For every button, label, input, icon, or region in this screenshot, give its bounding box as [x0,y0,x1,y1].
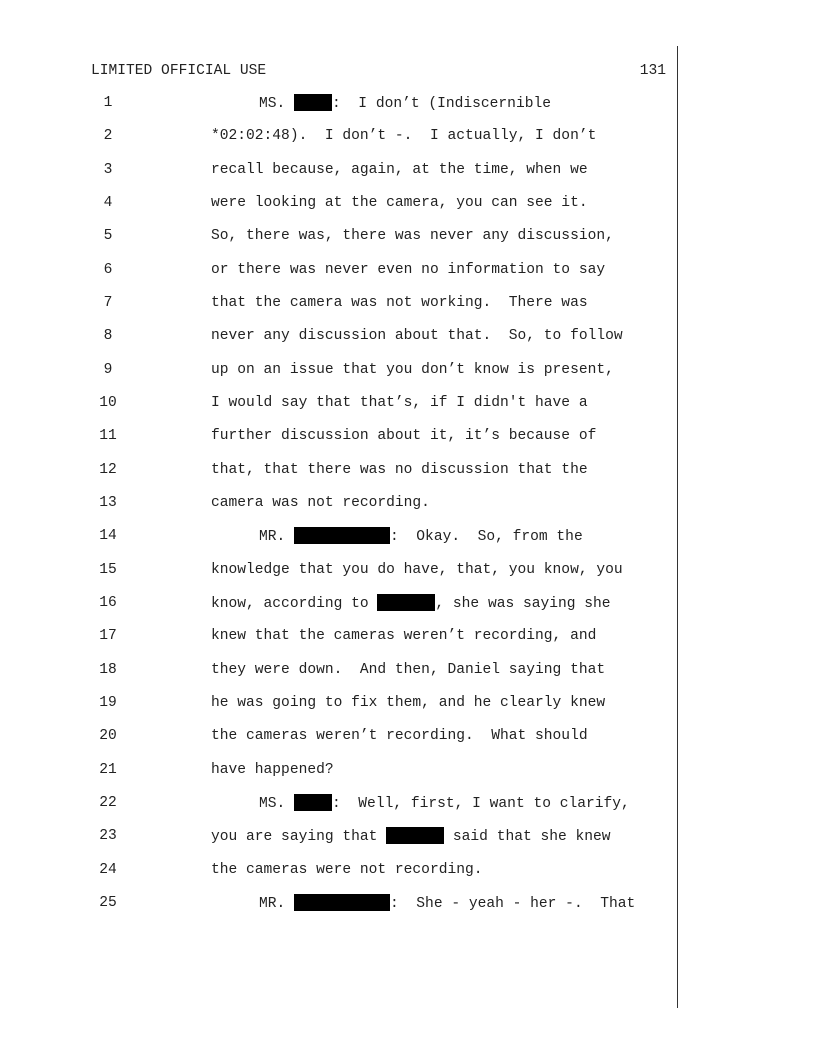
transcript-line [0,561,677,594]
line-text [211,694,605,712]
line-number: 6 [103,261,113,278]
line-number: 21 [99,761,117,778]
line-number: 25 [99,894,117,911]
line-text [211,261,605,279]
text-segment: , she was saying she [435,595,611,612]
line-text [211,394,588,412]
line-number: 2 [103,128,113,145]
line-number: 5 [103,228,113,245]
line-text [211,327,623,345]
line-text [211,761,334,779]
text-segment: he was going to fix them, and he clearly knew [211,694,606,711]
redaction-box [294,94,332,111]
text-segment: never any discussion about that. So, to follow [211,328,623,345]
transcript-line [0,494,677,527]
line-number: 15 [99,561,117,578]
transcript-line [0,861,677,894]
text-segment: : Okay. So, from the [390,529,583,546]
transcript-line [0,427,677,460]
text-segment: : She - yeah - her -. That [390,895,636,912]
text-segment: *02:02:48). I don’t -. I actually, I don’t [211,128,597,145]
line-number: 7 [103,294,113,311]
text-segment: I would say that that’s, if I didn't have a [211,394,588,411]
text-segment: up on an issue that you don’t know is present, [211,361,614,378]
line-number: 9 [103,361,113,378]
text-segment: they were down. And then, Daniel saying that [211,661,606,678]
line-number: 8 [103,328,113,345]
transcript-line [0,194,677,227]
line-number: 12 [99,461,117,478]
line-number: 22 [99,794,117,811]
transcript-line [0,327,677,360]
classification-header: LIMITED OFFICIAL USE [91,63,267,79]
line-number: 10 [99,394,117,411]
text-segment: : I don’t (Indiscernible [332,96,551,112]
line-text [211,361,614,379]
transcript-line [0,527,677,560]
transcript-line [0,661,677,694]
line-number: 11 [99,428,117,445]
transcript-line [0,827,677,860]
text-segment: So, there was, there was never any discussion, [211,228,614,245]
text-segment: that the camera was not working. There was [211,294,588,311]
line-text [211,827,611,846]
text-segment: know, according to [211,595,378,612]
transcript-line [0,94,677,127]
transcript-line [0,461,677,494]
transcript-line [0,361,677,394]
transcript-line [0,161,677,194]
text-segment: knowledge that you do have, that, you know, you [211,561,623,578]
right-margin-rule [677,46,678,1008]
line-number: 13 [99,494,117,511]
line-number: 14 [99,528,117,545]
text-segment: camera was not recording. [211,494,430,511]
text-segment: have happened? [211,761,334,778]
transcript-line [0,127,677,160]
page-number: 131 [639,63,666,79]
line-text [211,294,588,312]
redaction-box [386,827,444,844]
text-segment: that, that there was no discussion that the [211,461,588,478]
transcript-line [0,261,677,294]
redaction-box [294,894,390,911]
redaction-box [294,794,332,811]
transcript-line [0,594,677,627]
text-segment: further discussion about it, it’s because of [211,428,597,445]
transcript-line [0,761,677,794]
line-text [211,861,483,879]
text-segment: you are saying that [211,829,387,846]
line-text [259,527,583,546]
line-number: 24 [99,861,117,878]
transcript-line [0,294,677,327]
line-text [259,794,630,813]
text-segment: MS. [259,96,295,112]
text-segment: or there was never even no information to say [211,261,606,278]
line-text [211,194,588,212]
line-number: 4 [103,194,113,211]
line-text [211,561,623,579]
line-number: 18 [99,661,117,678]
line-number: 20 [99,728,117,745]
line-text [211,627,596,645]
redaction-box [377,594,435,611]
line-number: 19 [99,694,117,711]
line-text [211,227,614,245]
transcript-line [0,894,677,927]
text-segment: the cameras were not recording. [211,861,483,878]
text-segment: knew that the cameras weren’t recording, and [211,628,597,645]
line-text [211,594,611,613]
line-text [259,94,551,113]
transcript-line [0,394,677,427]
text-segment: were looking at the camera, you can see it. [211,194,588,211]
transcript-line [0,227,677,260]
line-text [211,727,588,745]
line-text [259,894,635,913]
line-number: 16 [99,594,117,611]
redaction-box [294,527,390,544]
line-text [211,494,430,512]
line-text [211,127,596,145]
line-text [211,161,588,179]
text-segment: said that she knew [444,829,611,846]
text-segment: MR. [259,529,295,546]
transcript-line [0,794,677,827]
line-number: 1 [103,95,113,111]
text-segment: MS. [259,795,295,812]
text-segment: recall because, again, at the time, when we [211,161,588,178]
line-number: 17 [99,628,117,645]
transcript-line [0,727,677,760]
transcript-body [0,94,677,927]
line-number: 3 [103,161,113,178]
text-segment: : Well, first, I want to clarify, [332,795,630,812]
line-text [211,461,588,479]
transcript-line [0,627,677,660]
line-number: 23 [99,828,117,845]
transcript-line [0,694,677,727]
text-segment: the cameras weren’t recording. What should [211,728,588,745]
text-segment: MR. [259,895,295,912]
line-text [211,427,596,445]
line-text [211,661,605,679]
